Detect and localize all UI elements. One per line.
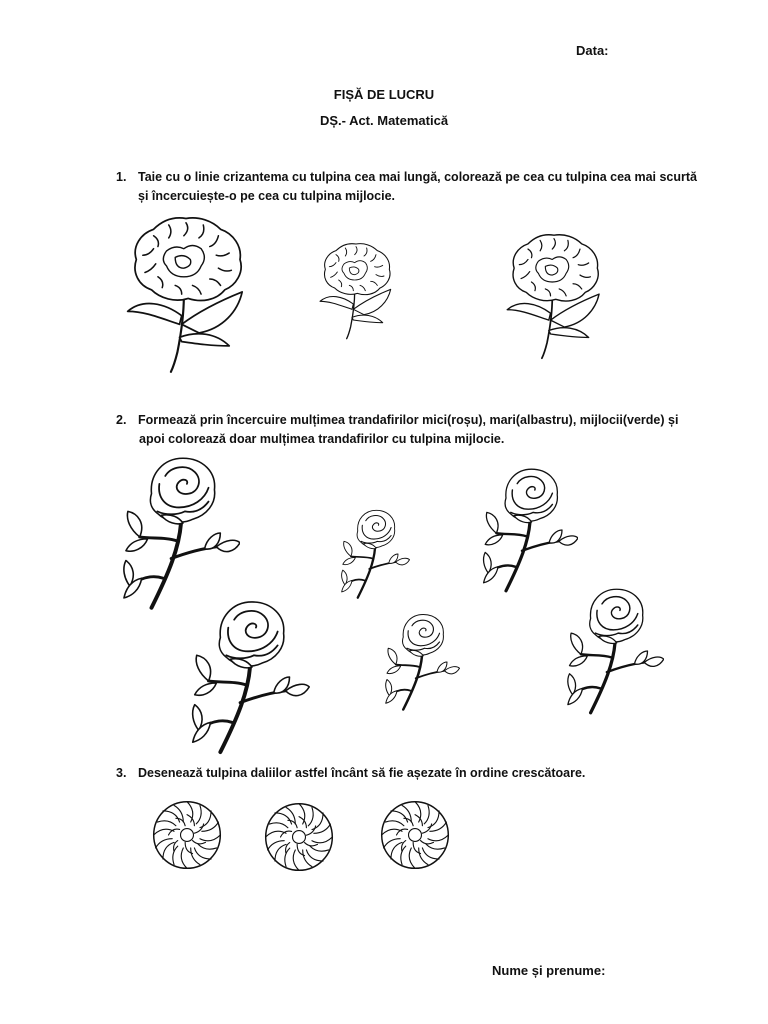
rose-icon [384, 612, 460, 712]
exercise-2 [116, 411, 696, 451]
name-label: Nume și prenume: [492, 963, 606, 978]
exercise-instructions [138, 168, 698, 206]
exercise-number: 1. [116, 170, 127, 184]
exercise-instructions [138, 411, 698, 449]
dahlia-icon [150, 798, 224, 872]
exercise-line: Taie cu o linie crizantema cu tulpina cea mai lungă, colorează pe cea cu tulpina cea mai scurtă [138, 170, 697, 184]
chrysanthemum-icon [120, 212, 252, 374]
chrysanthemum-icon [316, 240, 396, 340]
exercise-line: Desenează tulpina daliilor astfel încânt să fie așezate în ordine crescătoare. [138, 766, 586, 780]
exercise-1 [116, 168, 696, 208]
exercise-number: 2. [116, 413, 127, 427]
exercise-3 [116, 764, 696, 784]
rose-icon [188, 598, 312, 756]
exercise-line: și încercuiește-o pe cea cu tulpina mijlocie. [138, 189, 396, 203]
dahlia-icon [378, 798, 452, 872]
date-label: Data: [576, 43, 609, 58]
chrysanthemum-icon [502, 230, 606, 360]
rose-icon [122, 454, 240, 612]
rose-icon [566, 586, 664, 716]
exercise-number: 3. [116, 766, 127, 780]
exercise-line: apoi colorează doar mulțimea trandafirilor cu tulpina mijlocie. [139, 432, 505, 446]
rose-icon [482, 466, 578, 594]
dahlia-icon [262, 800, 336, 874]
rose-icon [340, 508, 410, 600]
exercise-instructions [138, 764, 698, 783]
exercise-line: Formează prin încercuire mulțimea trandafirilor mici(roșu), mari(albastru), mijlocii(verde) și [138, 413, 679, 427]
page-title: FIȘĂ DE LUCRU [333, 87, 435, 102]
page-subtitle: DȘ.- Act. Matematică [319, 113, 449, 128]
